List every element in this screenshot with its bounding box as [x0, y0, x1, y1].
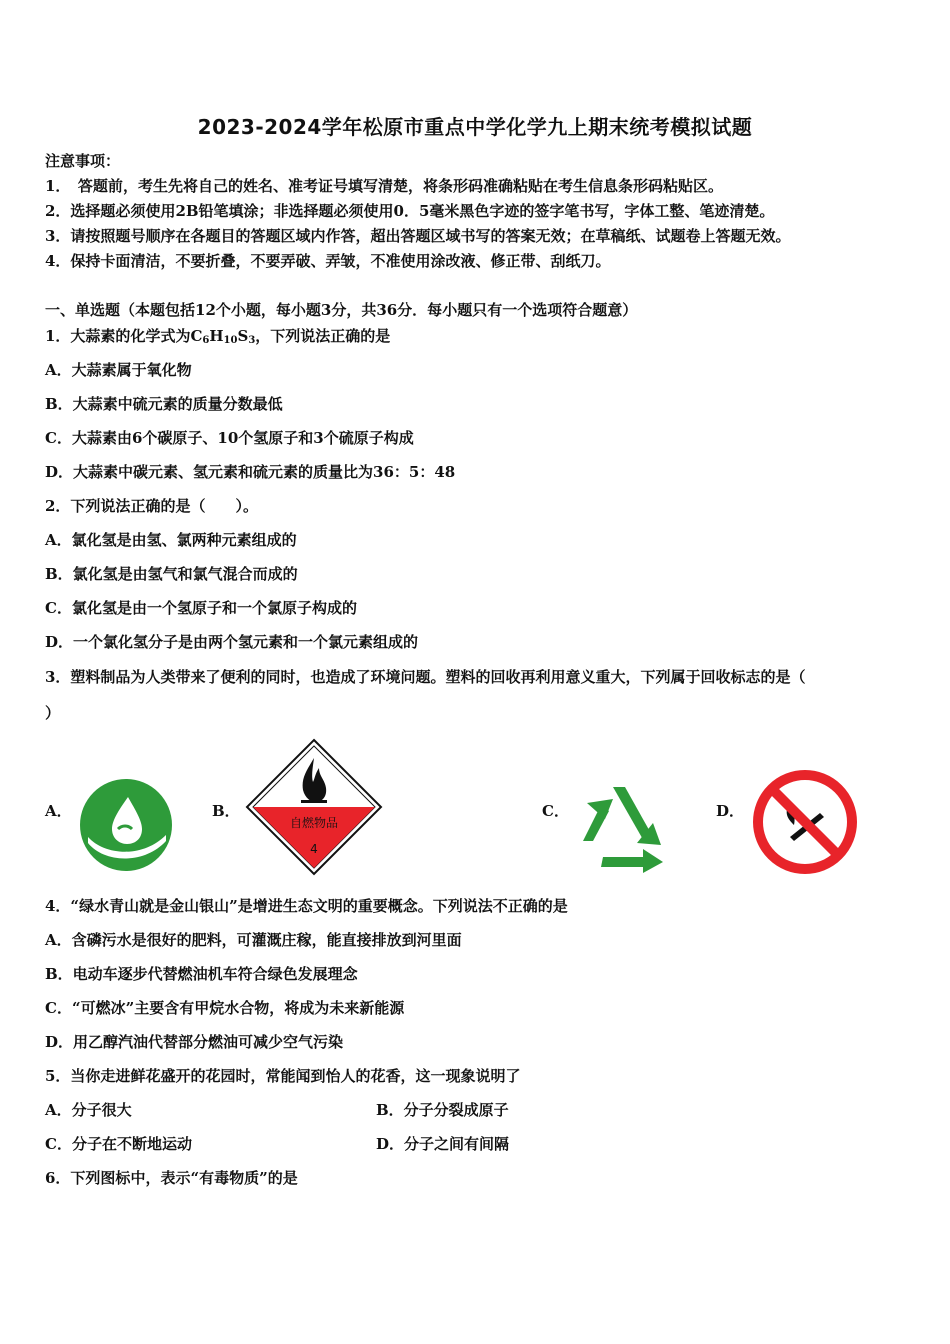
question-4-option-c: C．“可燃冰”主要含有甲烷水合物，将成为未来新能源: [45, 999, 405, 1017]
question-4-option-b: B．电动车逐步代替燃油机车符合绿色发展理念: [45, 965, 358, 983]
notice-item: 2．选择题必须使用2B铅笔填涂；非选择题必须使用0．5毫米黑色字迹的签字笔书写，字体工整、笔迹清楚。: [45, 202, 775, 220]
question-5-stem: 5．当你走进鲜花盛开的花园时，常能闻到怡人的花香，这一现象说明了: [45, 1067, 521, 1085]
notice-item: 1． 答题前，考生先将自己的姓名、准考证号填写清楚，将条形码准确粘贴在考生信息条形码粘贴区。: [45, 177, 723, 195]
question-3-label-b: B．: [212, 802, 240, 820]
question-6-stem: 6．下列图标中，表示“有毒物质”的是: [45, 1169, 298, 1187]
question-3-label-d: D．: [716, 802, 745, 820]
question-2-stem: 2．下列说法正确的是（ ）。: [45, 497, 258, 515]
question-1-option-a: A．大蒜素属于氧化物: [45, 361, 192, 379]
notice-item: 3．请按照题号顺序在各题目的答题区域内作答，超出答题区域书写的答案无效；在草稿纸、试题卷上答题无效。: [45, 227, 791, 245]
question-5-option-a: A．分子很大: [45, 1101, 132, 1119]
question-3-label-c: C．: [542, 802, 569, 820]
question-4-stem: 4．“绿水青山就是金山银山”是增进生态文明的重要概念。下列说法不正确的是: [45, 897, 568, 915]
question-2-option-b: B．氯化氢是由氢气和氯气混合而成的: [45, 565, 298, 583]
notice-heading: 注意事项：: [45, 152, 121, 170]
question-2-option-d: D．一个氯化氢分子是由两个氢元素和一个氯元素组成的: [45, 633, 419, 651]
question-5-option-d: D．分子之间有间隔: [376, 1135, 510, 1153]
question-4-option-a: A．含磷污水是很好的肥料，可灌溉庄稼，能直接排放到河里面: [45, 931, 462, 949]
question-1-stem: 1．大蒜素的化学式为$C_6H_{10}S_3$，下列说法正确的是: [45, 327, 391, 346]
question-4-option-d: D．用乙醇汽油代替部分燃油可减少空气污染: [45, 1033, 344, 1051]
question-5-option-c: C．分子在不断地运动: [45, 1135, 192, 1153]
question-1-option-b: B．大蒜素中硫元素的质量分数最低: [45, 395, 283, 413]
recycle-icon: [573, 777, 683, 877]
hazard-sign-number: 4: [310, 842, 318, 856]
question-5-option-b: B．分子分裂成原子: [376, 1101, 509, 1119]
question-3-label-a: A．: [45, 802, 72, 820]
water-saving-icon: [78, 777, 174, 877]
section-heading: 一、单选题（本题包括12个小题，每小题3分，共36分．每小题只有一个选项符合题意）: [45, 301, 638, 319]
page-title: 2023-2024学年松原市重点中学化学九上期末统考模拟试题: [197, 115, 753, 139]
spontaneous-combustion-hazard-icon: [245, 738, 383, 880]
question-1-option-d: D．大蒜素中碳元素、氢元素和硫元素的质量比为36：5：48: [45, 463, 456, 481]
question-3-stem: 3．塑料制品为人类带来了便利的同时，也造成了环境问题。塑料的回收再利用意义重大，下列属于回收标志的是（: [45, 668, 806, 686]
no-smoking-icon: [750, 767, 860, 881]
notice-item: 4．保持卡面清洁，不要折叠，不要弄破、弄皱，不准使用涂改液、修正带、刮纸刀。: [45, 252, 611, 270]
question-1-option-c: C．大蒜素由6个碳原子、10个氢原子和3个硫原子构成: [45, 429, 414, 447]
question-3-stem-end: ）: [45, 704, 61, 722]
hazard-sign-text: 自燃物品: [289, 816, 338, 830]
question-2-option-c: C．氯化氢是由一个氢原子和一个氯原子构成的: [45, 599, 357, 617]
question-2-option-a: A．氯化氢是由氢、氯两种元素组成的: [45, 531, 297, 549]
